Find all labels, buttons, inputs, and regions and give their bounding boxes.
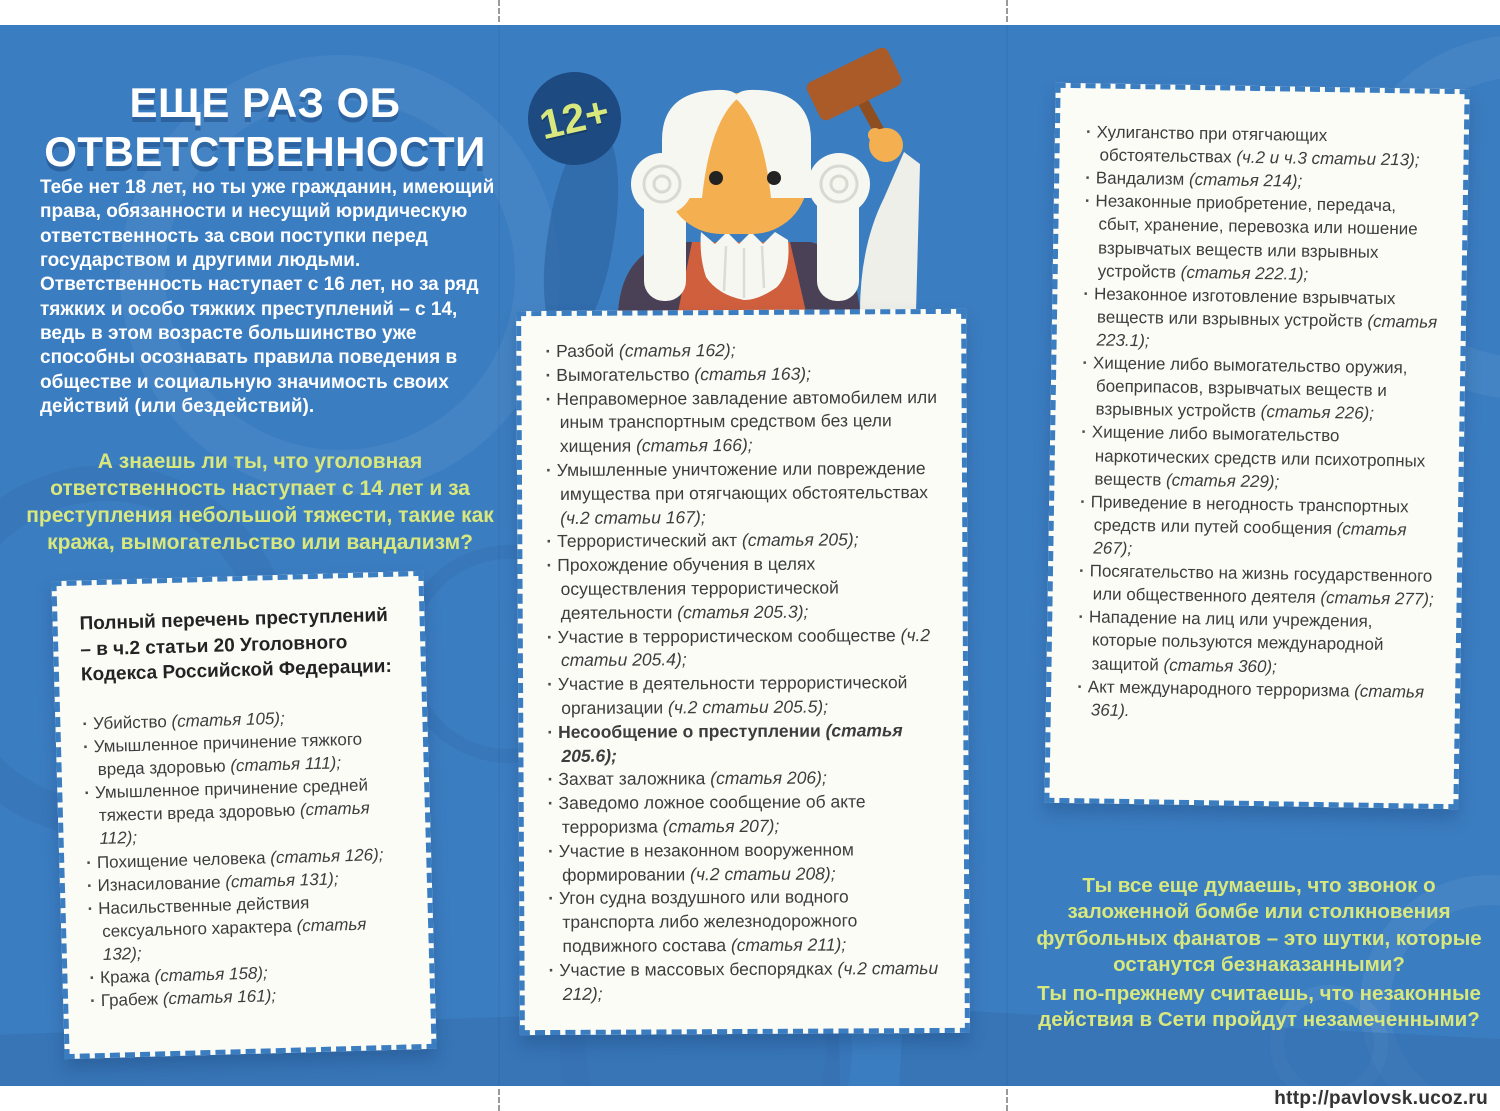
crime-list-item: [1077, 606, 1434, 681]
article-reference: (статья 229);: [1165, 470, 1280, 491]
article-reference: (ч.2 статьи 208);: [690, 863, 836, 884]
article-reference: (статья 126);: [269, 844, 384, 867]
bullet-icon: ·: [545, 388, 552, 409]
bullet-icon: ·: [1084, 191, 1091, 211]
article-reference: (статья 361).: [1090, 681, 1425, 720]
age-rating-label: 12+: [535, 87, 614, 149]
crime-list-item: [1084, 190, 1441, 288]
crime-list-item: [546, 528, 942, 554]
crimes-card-right: [1044, 83, 1469, 809]
bullet-icon: ·: [82, 737, 89, 757]
intro-text: [40, 176, 498, 419]
crime-list-item: [1077, 675, 1434, 727]
bullet-icon: ·: [1078, 607, 1085, 627]
gavel-head: [804, 48, 903, 123]
crime-text: Незаконные приобретение, передача, сбыт, хранение, перевозка или ношение взрывчатых веществ или взрывных устройств: [1095, 191, 1418, 282]
crime-text: Участие в террористическом сообществе: [557, 624, 901, 647]
crime-text: Разбой: [556, 340, 620, 361]
fold-mark: [1006, 0, 1008, 22]
article-reference: (ч.2 статьи 205.5);: [667, 696, 829, 718]
crime-list-item: [545, 362, 941, 388]
fold-crease: [1006, 25, 1008, 1086]
bullet-icon: ·: [1082, 353, 1089, 373]
article-reference: (статья 112);: [99, 798, 370, 849]
bullet-icon: ·: [548, 888, 555, 909]
article-reference: (статья 162);: [618, 340, 736, 361]
crime-text: Умышленные уничтожение или повреждение имущества при отягчающих обстоятельствах: [556, 458, 929, 504]
crime-text: Хулиганство при отягчающих обстоятельствах: [1096, 122, 1328, 167]
bullet-icon: ·: [545, 459, 552, 481]
bullet-icon: ·: [547, 721, 554, 742]
bullet-icon: ·: [87, 899, 94, 919]
title-line-1: ЕЩЕ РАЗ ОБ: [129, 79, 401, 127]
article-reference: (статья 267);: [1093, 519, 1407, 559]
crime-text: Участие в массовых беспорядках: [559, 958, 838, 980]
article-reference: (статья 205);: [741, 529, 859, 551]
crime-text: Несообщение о преступлении: [558, 720, 826, 742]
bullet-icon: ·: [1085, 168, 1092, 188]
crime-text: Похищение человека: [96, 847, 271, 872]
bullet-icon: ·: [1081, 422, 1088, 442]
crime-list-item: [1085, 120, 1442, 172]
crime-text: Убийство: [92, 711, 172, 734]
article-reference: (ч.2 и ч.3 статьи 213);: [1236, 147, 1420, 170]
crime-text: Террористический акт: [557, 530, 743, 552]
article-reference: (статья 158);: [154, 963, 268, 986]
intro-paragraph-1: Тебе нет 18 лет, но ты уже гражданин, имеющий права, обязанности и несущий юридическую ответственность за свои поступки перед государством и другими людьми.: [40, 177, 495, 271]
crime-text: Кража: [99, 966, 155, 988]
wig-curl-left: [631, 153, 693, 215]
bullet-icon: ·: [89, 991, 97, 1011]
closing-question-2: Ты по-прежнему считаешь, что незаконные действия в Сети пройдут незамеченными?: [1037, 981, 1481, 1032]
crime-text: Посягательство на жизнь государственного или общественного деятеля: [1089, 561, 1433, 608]
crime-text: Хищение либо вымогательство наркотических средств или психотропных веществ: [1091, 422, 1426, 490]
bullet-icon: ·: [546, 626, 553, 647]
crime-list-item: [1080, 421, 1437, 496]
page-title: [25, 78, 505, 176]
crime-text: Хищение либо вымогательство оружия, боеприпасов, взрывчатых веществ и взрывных устройств: [1092, 353, 1408, 422]
crime-list-item: [1082, 282, 1439, 357]
crimes-list: [1077, 120, 1442, 726]
bullet-icon: ·: [545, 341, 552, 362]
article-reference: (статья 211);: [730, 934, 847, 955]
wig-curl-right: [808, 153, 870, 215]
article-reference: (статья 161);: [162, 986, 277, 1009]
bullet-icon: ·: [1085, 122, 1092, 142]
bullet-icon: ·: [1077, 676, 1084, 696]
crime-list-item: [548, 838, 944, 888]
bullet-icon: ·: [84, 783, 91, 803]
highlight-question: А знаешь ли ты, что уголовная ответственность наступает с 14 лет и за преступления небольшой тяжести, такие как кража, вымогательство или вандализм?: [26, 450, 494, 554]
bullet-icon: ·: [1083, 284, 1090, 304]
article-reference: (статья 277);: [1320, 588, 1434, 609]
bullet-icon: ·: [547, 769, 554, 790]
bullet-icon: ·: [548, 959, 555, 980]
fold-mark: [498, 0, 500, 22]
article-reference: (статья 111);: [230, 753, 342, 776]
crime-text: Нападение на лиц или учреждения, которые пользуются международной защитой: [1088, 607, 1384, 675]
crime-text: Неправомерное завладение автомобилем или иным транспортным средством без цели хищения: [556, 386, 938, 457]
crime-list-item: [546, 457, 942, 530]
fold-mark: [1006, 1089, 1008, 1111]
article-reference: (статья 206);: [710, 767, 827, 789]
crime-list-item: [1079, 490, 1436, 565]
fold-mark: [498, 1089, 500, 1111]
crime-list-item: [546, 552, 942, 625]
crime-list-item: [547, 671, 943, 721]
bullet-icon: ·: [82, 714, 89, 734]
crimes-list: [82, 704, 408, 1013]
article-reference: (статья 222.1);: [1180, 262, 1309, 284]
bullet-icon: ·: [85, 852, 93, 872]
article-reference: (статья 360);: [1163, 655, 1277, 676]
crime-text: Участие в незаконном вооруженном формировании: [558, 839, 854, 885]
bullet-icon: ·: [545, 364, 552, 385]
article-reference: (статья 131);: [225, 869, 339, 892]
crime-list-item: [548, 885, 944, 958]
crime-text: Угон судна воздушного или водного транспорта либо железнодорожного подвижного состава: [558, 886, 858, 956]
article-reference: (ч.2 статьи 167);: [560, 506, 706, 528]
crime-list-item: [548, 766, 944, 792]
crime-list-item: [547, 624, 943, 674]
article-reference: (статья 205.3);: [677, 601, 809, 623]
crimes-list: [545, 338, 944, 1006]
judge-sleeve: [860, 152, 920, 312]
article-reference: (статья 132);: [102, 914, 367, 965]
crimes-card-heading: Полный перечень преступлений – в ч.2 статьи 20 Уголовного Кодекса Российской Федерации:: [79, 604, 393, 686]
crime-text: Вымогательство: [556, 364, 695, 385]
crime-text: Незаконное изготовление взрывчатых веществ или взрывных устройств: [1093, 284, 1396, 331]
bullet-icon: ·: [1078, 561, 1085, 581]
crime-text: Акт международного терроризма: [1087, 676, 1355, 701]
article-reference: (статья 166);: [636, 435, 753, 456]
crime-list-item: [546, 386, 942, 459]
article-reference: (статья 205.6);: [561, 719, 903, 766]
article-reference: (статья 223.1);: [1096, 311, 1438, 351]
article-reference: (ч.2 статьи 205.4);: [560, 624, 931, 671]
bullet-icon: ·: [547, 674, 553, 695]
judge-eye-right: [767, 171, 781, 185]
bullet-icon: ·: [86, 875, 93, 896]
crime-text: Захват заложника: [558, 768, 711, 790]
crime-list-item: [87, 888, 407, 966]
article-reference: (статья 163);: [694, 363, 812, 385]
bullet-icon: ·: [546, 555, 553, 576]
crime-list-item: [548, 957, 944, 1007]
crime-list-item: [84, 773, 404, 851]
intro-paragraph-2: Ответственность наступает с 16 лет, но за ряд тяжких и особо тяжких преступлений – с 14, ведь в этом возрасте большинство уже способны осознавать правила поведения в обществе и социальную значимость своих действий (или бездействий).: [40, 274, 479, 417]
crime-text: Насильственные действия сексуального характера: [97, 893, 310, 941]
bullet-icon: ·: [547, 793, 554, 814]
crime-text: Умышленное причинение средней тяжести вреда здоровью: [94, 775, 369, 826]
crime-text: Прохождение обучения в целях осуществления террористической деятельности: [557, 553, 839, 623]
article-reference: (ч.2 статьи 212);: [562, 957, 939, 1004]
crime-text: Участие в деятельности террористической организации: [557, 672, 908, 718]
crime-text: Вандализм: [1095, 168, 1190, 190]
crime-text: Изнасилование: [97, 872, 226, 895]
article-reference: (статья 105);: [171, 708, 285, 731]
bullet-icon: ·: [1079, 491, 1086, 512]
crime-text: Приведение в негодность транспортных средств или путей сообщения: [1090, 492, 1409, 539]
closing-question-1: Ты все еще думаешь, что звонок о заложенной бомбе или столкновения футбольных фанатов – это шутки, которые останутся безнаказанными?: [1036, 873, 1482, 977]
crime-list-item: [1081, 351, 1438, 426]
judge-illustration: [598, 48, 983, 312]
article-reference: (статья 214);: [1188, 170, 1303, 191]
crimes-card-left: [51, 571, 436, 1059]
judge-eye-left: [709, 171, 723, 185]
title-line-2: ОТВЕТСТВЕННОСТИ: [44, 128, 486, 176]
crime-list-item: [1078, 559, 1435, 611]
bullet-icon: ·: [547, 840, 554, 861]
article-reference: (статья 226);: [1260, 402, 1375, 424]
crime-text: Грабеж: [100, 989, 164, 1011]
bullet-icon: ·: [546, 531, 553, 552]
crime-list-item: [547, 719, 943, 769]
crime-text: Умышленное причинение тяжкого вреда здоровью: [93, 729, 363, 780]
crime-text: Заведомо ложное сообщение об акте терроризма: [558, 791, 866, 837]
crimes-card-middle: [516, 309, 970, 1035]
article-reference: (статья 207);: [662, 815, 780, 837]
crime-list-item: [545, 338, 941, 364]
bullet-icon: ·: [89, 968, 96, 988]
crime-list-item: [548, 790, 944, 840]
site-watermark: http://pavlovsk.ucoz.ru: [1274, 1088, 1488, 1109]
